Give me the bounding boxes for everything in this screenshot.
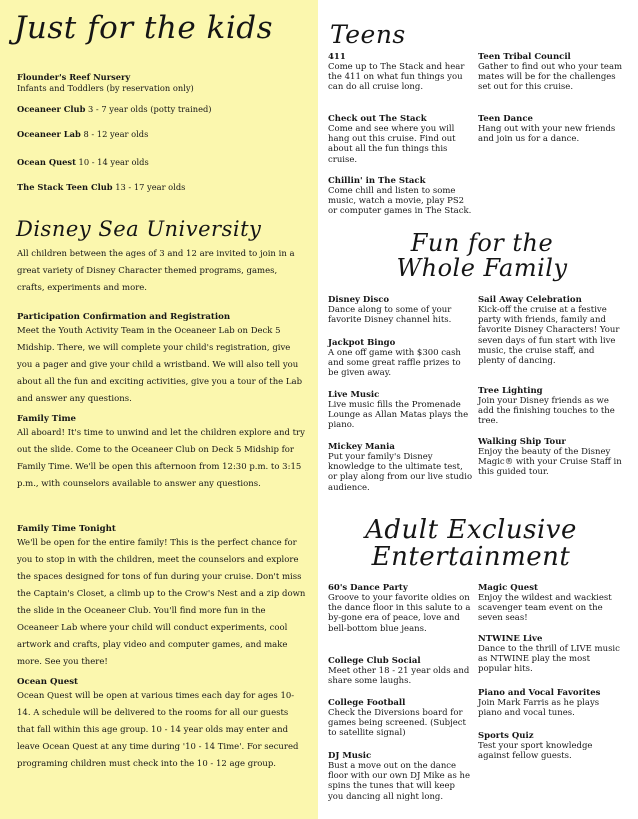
event-desc: Enjoy the beauty of the Disney Magic® with your Cruise Staff in this guided tour. [478,447,622,478]
event-item [328,751,473,802]
event-item [478,114,623,144]
event-title: Teen Dance [478,114,533,124]
teens-heading: Teens [330,20,406,49]
kids-item-title: Flounder's Reef Nursery [17,72,131,82]
event-title: Chillin' in The Stack [328,176,426,186]
event-title: DJ Music [328,751,372,761]
event-desc: Check the Diversions board for games being screened. (Subject to satellite signal) [328,708,466,739]
event-item [478,386,623,427]
event-desc: Live music fills the Promenade Lounge as Allan Matas plays the piano. [328,400,469,431]
event-title: NTWINE Live [478,634,543,644]
event-title: Mickey Mania [328,442,395,452]
event-title: Teen Tribal Council [478,52,571,62]
dsu-section-body: Meet the Youth Activity Team in the Oceaneer Lab on Deck 5 Midship. There, we will complete your child's registration, give you a pager and give your child a wristband. We will also tell you about all the fun and exciting activities, give you a tour of the Lab and answer any questions. [17,326,303,404]
family-heading-line2: Whole Family [396,254,568,283]
event-desc: Bust a move out on the dance floor with our own DJ Mike as he spins the tunes that will keep you dancing all night long. [328,761,471,802]
event-title: Magic Quest [478,583,538,593]
event-desc: Put your family's Disney knowledge to the ultimate test, or play along from our live studio audience. [328,452,473,493]
adult-heading-line1: Adult Exclusive [365,515,577,545]
event-desc: Join your Disney friends as we add the finishing touches to the tree. [478,396,615,427]
kids-item-desc: 3 - 7 year olds (potty trained) [88,104,212,114]
event-desc: Meet other 18 - 21 year olds and share some laughs. [328,666,470,687]
dsu-section-body: We'll be open for the entire family! This is the perfect chance for you to stop in with the children, meet the counselors and explore the spaces designed for tons of fun during your cruise. Don't miss the Captain's Closet, a climb up to the Crow's Nest and a zip down the slide in the Oceaneer Club. You'll find more fun in the Oceaneer Lab where your child will conduct experiments, cool artwork and crafts, play video and computer games, and make more. See you there! [17,538,306,667]
event-title: College Club Social [328,656,421,666]
dsu-section-title: Participation Confirmation and Registration [17,312,231,322]
event-title: Jackpot Bingo [328,338,396,348]
event-title: Disney Disco [328,295,390,305]
event-title: Sports Quiz [478,731,534,741]
event-item [328,390,473,431]
kids-item-desc: 8 - 12 year olds [83,129,149,139]
event-item [328,295,473,325]
kids-item-title: The Stack Teen Club [17,182,113,192]
event-desc: Test your sport knowledge against fellow guests. [478,741,593,762]
kids-item-desc: 10 - 14 year olds [78,157,149,167]
kids-item [17,72,307,94]
event-title: Walking Ship Tour [478,437,566,447]
event-item [328,698,473,739]
dsu-section-body: All aboard! It's time to unwind and let the children explore and try out the slide. Come to the Oceaneer Club on Deck 5 Midship for Family Time. We'll be open this afternoon from 12:30 p.m. to 3:15 p.m., with counselors available to answer any questions. [17,428,305,489]
event-item [328,442,473,493]
event-title: Piano and Vocal Favorites [478,688,601,698]
family-heading [372,231,592,281]
event-item [328,52,473,93]
kids-item [17,129,307,140]
event-desc: Come and see where you will hang out this cruise. Find out about all the fun things this cruise. [328,124,456,165]
event-item [328,114,473,165]
event-desc: A one off game with $300 cash and some great raffle prizes to be given away. [328,348,461,379]
kids-item [17,104,307,115]
event-item [478,731,623,761]
event-item [328,176,473,217]
event-item [328,338,473,379]
dsu-heading: Disney Sea University [16,217,262,241]
kids-item-title: Oceaneer Club [17,104,86,114]
kids-item [17,182,307,193]
dsu-intro: All children between the ages of 3 and 12 are invited to join in a great variety of Disney Character themed programs, games, crafts, experiments and more. [17,249,295,293]
event-item [328,583,473,634]
event-desc: Gather to find out who your team mates will be for the challenges set out for this cruise. [478,62,623,93]
event-desc: Kick-off the cruise at a festive party with friends, family and favorite Disney Characters! Your seven days of fun start with live music, the cruise staff, and plenty of dancing. [478,305,620,367]
dsu-section-title: Family Time Tonight [17,524,116,534]
event-title: Sail Away Celebration [478,295,582,305]
kids-item-title: Oceaneer Lab [17,129,81,139]
event-desc: Groove to your favorite oldies on the dance floor in this salute to a by-gone era of peace, love and bell-bottom blue jeans. [328,593,471,634]
event-desc: Enjoy the wildest and wackiest scavenger team event on the seven seas! [478,593,612,624]
adult-heading [346,517,596,572]
event-title: Check out The Stack [328,114,427,124]
event-item [478,295,623,366]
kids-item [17,157,307,168]
adult-heading-line2: Entertainment [371,542,571,573]
kids-item-desc: Infants and Toddlers (by reservation only) [17,83,194,93]
family-heading-line1: Fun for the [410,229,554,257]
kids-heading: Just for the kids [14,10,273,46]
event-title: 60's Dance Party [328,583,408,593]
event-title: Tree Lighting [478,386,543,396]
kids-column [0,0,318,819]
event-item [478,634,623,675]
kids-item-title: Ocean Quest [17,157,76,167]
event-desc: Dance along to some of your favorite Disney channel hits. [328,305,452,326]
dsu-section-title: Ocean Quest [17,677,79,687]
event-title: College Football [328,698,406,708]
dsu-section-body: Ocean Quest will be open at various times each day for ages 10-14. A schedule will be delivered to the rooms for all our guests that fall within this age group. 10 - 14 year olds may enter and leave Ocean Quest at any time during '10 - 14 Time'. For secured programing children must check into the 10 - 12 age group. [17,691,299,769]
event-item [478,437,623,478]
event-item [328,656,473,686]
event-desc: Dance to the thrill of LIVE music as NTWINE play the most popular hits. [478,644,620,675]
dsu-section-title: Family Time [17,414,77,424]
event-title: Live Music [328,390,380,400]
event-desc: Come up to The Stack and hear the 411 on what fun things you can do all cruise long. [328,62,465,93]
event-item [478,52,623,93]
event-title: 411 [328,52,346,62]
kids-item-desc: 13 - 17 year olds [115,182,186,192]
event-desc: Join Mark Farris as he plays piano and vocal tunes. [478,698,600,719]
event-desc: Hang out with your new friends and join us for a dance. [478,124,616,145]
event-item [478,688,623,718]
event-item [478,583,623,624]
event-desc: Come chill and listen to some music, watch a movie, play PS2 or computer games in The Stack. [328,186,472,217]
